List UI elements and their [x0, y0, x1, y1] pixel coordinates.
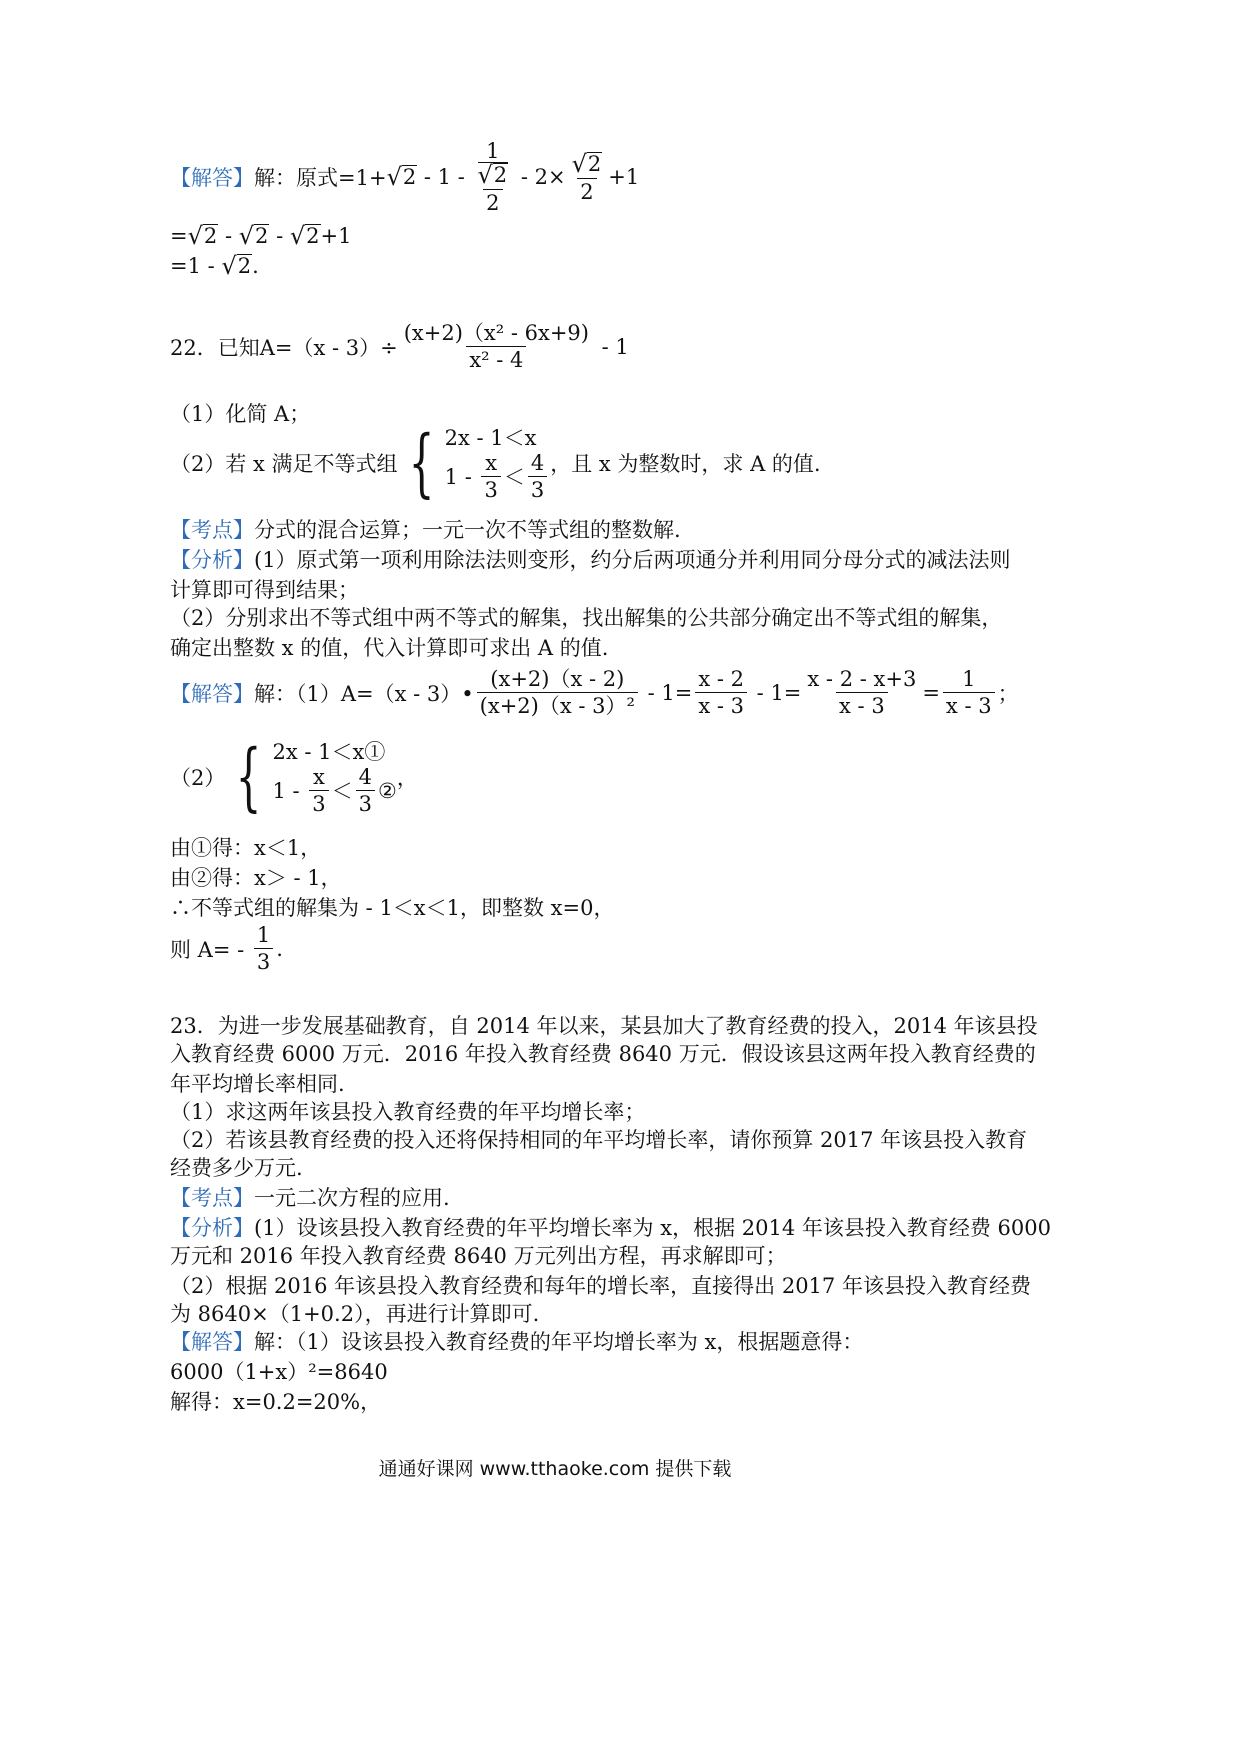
- q22-jieda-1: 【解答】 解：（1）A=（x - 3）• $\frac{(x+2)(x - 2)}{\text{(x+2)（x - 3）²}}$ - 1= $\frac{x - 2}{x - 3}$ - 1= $\frac{x - 2 - x+3}{x - 3}$ = $\frac{1}{x - 3}$ ；: [170, 667, 1019, 719]
- q21-answer-line3: =1 - √ 2 .: [170, 252, 259, 281]
- q23-stem-3: 年平均增长率相同.: [170, 1072, 345, 1096]
- q22-part2: （2）若 x 满足不等式组 { 2x - 1＜x 1 - $\frac{x}{3}$ ＜ $\frac{4}{3}$ ，且 x 为整数时，求 A 的值.: [170, 419, 821, 506]
- q22-line-4: 则 A= - $\frac{1}{3}$ .: [170, 923, 283, 975]
- q23-fenxi-4: 为 8640×（1+0.2），再进行计算即可.: [170, 1302, 540, 1326]
- inequality-system: 2x - 1＜x 1 - $\frac{x}{3}$ ＜ $\frac{4}{3}$: [445, 424, 551, 501]
- q22-line-2: 由②得：x＞ - 1，: [170, 866, 342, 890]
- q22-line-1: 由①得：x＜1，: [170, 836, 322, 860]
- q22-kaodian: 【考点】分式的混合运算；一元一次不等式组的整数解.: [170, 518, 681, 542]
- q22-fenxi-4: 确定出整数 x 的值，代入计算即可求出 A 的值.: [170, 636, 609, 660]
- stem-fraction: $\frac{\text{(x+2)（x² - 6x+9)}}{\text{x² - 4}}$: [403, 321, 589, 373]
- sqrt-2: √ 2: [386, 163, 417, 192]
- q21-answer-line2: = √ 2 - √ 2 - √ 2 +1: [170, 222, 352, 251]
- q23-kaodian: 【考点】一元二次方程的应用.: [170, 1186, 450, 1210]
- op-text: - 2×: [514, 165, 566, 190]
- op-text: +1: [608, 165, 640, 190]
- q22-stem: 22．已知A=（x - 3）÷ $\frac{\text{(x+2)（x² - 6x+9)}}{\text{x² - 4}}$ - 1: [170, 321, 629, 373]
- nested-fraction: 1 √ 2 2: [477, 139, 508, 216]
- answer-lead: 解：原式=1+: [254, 166, 387, 191]
- q22-fenxi-1: 【分析】(1）原式第一项利用除法法则变形，约分后两项通分并利用同分母分式的减法法则: [170, 548, 1011, 572]
- q23-jieda-1: 【解答】解：（1）设该县投入教育经费的年平均增长率为 x，根据题意得：: [170, 1330, 864, 1354]
- page-footer: 通通好课网 www.tthaoke.com 提供下载: [378, 1458, 732, 1480]
- q23-stem-2: 入教育经费 6000 万元．2016 年投入教育经费 8640 万元．假设该县这两年投入教育经费的: [170, 1042, 1036, 1066]
- q23-solution: 解得：x=0.2=20%，: [170, 1390, 382, 1414]
- q23-equation: 6000（1+x）²=8640: [170, 1360, 388, 1384]
- answer-tag: 【解答】: [170, 166, 254, 191]
- q22-line-3: ∴不等式组的解集为 - 1＜x＜1，即整数 x=0，: [170, 896, 615, 920]
- brace-icon: {: [235, 733, 262, 820]
- q22-jieda-2: （2） { 2x - 1＜x① 1 - $\frac{x}{3}$ ＜ $\frac{4}{3}$ ② ，: [170, 733, 418, 820]
- q23-fenxi-3: （2）根据 2016 年该县投入教育经费和每年的增长率，直接得出 2017 年该县投入教育经费: [170, 1274, 1031, 1298]
- op-text: - 1 -: [417, 165, 472, 190]
- q23-stem-1: 23．为进一步发展基础教育，自 2014 年以来，某县加大了教育经费的投入，2014 年该县投: [170, 1014, 1038, 1038]
- q23-fenxi-2: 万元和 2016 年投入教育经费 8640 万元列出方程，再求解即可；: [170, 1244, 787, 1268]
- q22-part1: （1）化简 A；: [170, 402, 311, 426]
- sqrt2-over-2: √ 2 2: [571, 149, 602, 204]
- q22-fenxi-2: 计算即可得到结果；: [170, 578, 359, 602]
- q23-part1: （1）求这两年该县投入教育经费的年平均增长率；: [170, 1100, 646, 1124]
- brace-icon: {: [408, 419, 435, 506]
- q23-fenxi-1: 【分析】(1）设该县投入教育经费的年平均增长率为 x，根据 2014 年该县投入教育经费 6000: [170, 1216, 1051, 1240]
- q23-part2b: 经费多少万元.: [170, 1156, 303, 1180]
- q21-answer-line1: [170, 140, 639, 214]
- q22-fenxi-3: （2）分别求出不等式组中两不等式的解集，找出解集的公共部分确定出不等式组的解集，: [170, 606, 1003, 630]
- q23-part2a: （2）若该县教育经费的投入还将保持相同的年平均增长率，请你预算 2017 年该县投入教育: [170, 1128, 1028, 1152]
